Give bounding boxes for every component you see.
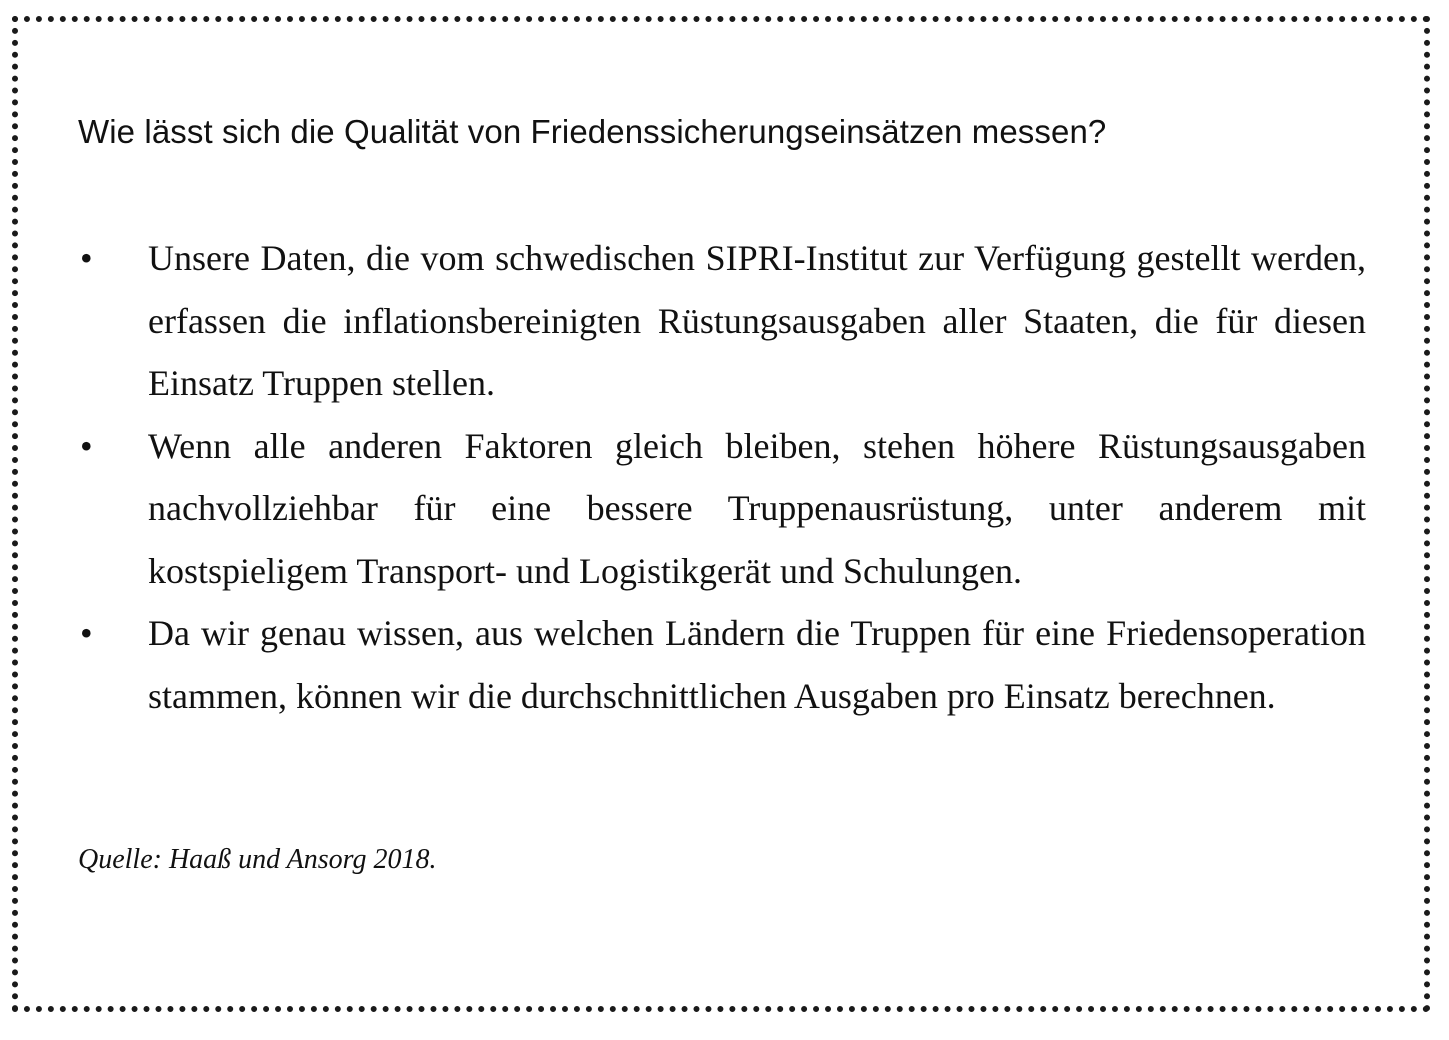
bullet-text: Wenn alle anderen Faktoren gleich bleiben, stehen höhere Rüstungsausgaben nachvollziehbar für eine bessere Truppenausrüstung, unter anderem mit kostspieligem Transport- und Logistikgerät und Schulungen. [148, 425, 1366, 591]
bullet-item [78, 602, 1366, 727]
bullet-text: Da wir genau wissen, aus welchen Ländern die Truppen für eine Friedensoperation stammen, können wir die durchschnittlichen Ausgaben pro Einsatz berechnen. [148, 613, 1366, 716]
box-title: Wie lässt sich die Qualität von Friedenssicherungseinsätzen messen? [78, 113, 1107, 150]
bullet-item [78, 227, 1366, 415]
bullet-icon: • [80, 238, 93, 278]
bullet-list [78, 227, 1366, 727]
bullet-icon: • [80, 425, 93, 466]
source-note: Quelle: Haaß und Ansorg 2018. [78, 844, 437, 875]
bullet-text: Unsere Daten, die vom schwedischen SIPRI-Institut zur Verfügung gestellt werden, erfassen die inflationsbereinigten Rüstungsausgaben aller Staaten, die für diesen Einsatz Truppen stellen. [148, 238, 1366, 403]
bullet-item [78, 415, 1366, 603]
bullet-icon: • [80, 613, 93, 653]
